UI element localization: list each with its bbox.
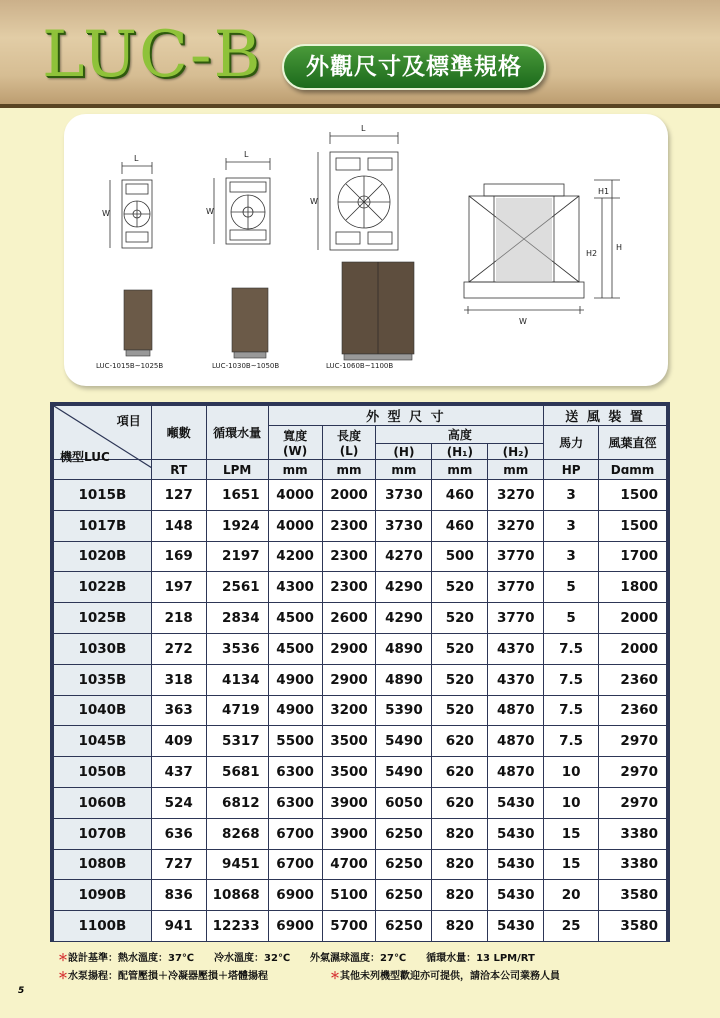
model-cell: 1070B [54, 818, 152, 849]
value-cell: 4134 [206, 664, 268, 695]
value-cell: 2900 [322, 664, 376, 695]
value-cell: 6700 [268, 849, 322, 880]
table-row [54, 757, 667, 788]
model-cell: 1035B [54, 664, 152, 695]
dim-label-h1: H1 [598, 187, 610, 196]
spec-table-frame [50, 402, 670, 942]
h2-header: (H₂) [488, 444, 544, 460]
value-cell: 318 [151, 664, 206, 695]
value-cell: 520 [432, 603, 488, 634]
value-cell: 620 [432, 757, 488, 788]
dim-label-l2: L [244, 150, 249, 159]
value-cell: 520 [432, 633, 488, 664]
value-cell: 3 [544, 541, 599, 572]
footnote-star-2: ＊ [58, 971, 68, 982]
value-cell: 3 [544, 510, 599, 541]
value-cell: 6812 [206, 787, 268, 818]
fan-header: 送 風 裝 置 [544, 406, 667, 426]
value-cell: 6250 [376, 849, 432, 880]
model-cell: 1060B [54, 787, 152, 818]
value-cell: 2360 [599, 695, 667, 726]
value-cell: 20 [544, 880, 599, 911]
value-cell: 3200 [322, 695, 376, 726]
value-cell: 8268 [206, 818, 268, 849]
value-cell: 2300 [322, 510, 376, 541]
unit-w: mm [268, 460, 322, 480]
value-cell: 4200 [268, 541, 322, 572]
value-cell: 4900 [268, 664, 322, 695]
dim-label-l3: L [361, 124, 366, 133]
unit-tons: RT [151, 460, 206, 480]
value-cell: 836 [151, 880, 206, 911]
top-view-small [110, 162, 152, 248]
top-view-medium [214, 158, 270, 244]
value-cell: 620 [432, 787, 488, 818]
value-cell: 3500 [322, 757, 376, 788]
value-cell: 2834 [206, 603, 268, 634]
value-cell: 524 [151, 787, 206, 818]
value-cell: 4370 [488, 633, 544, 664]
value-cell: 5430 [488, 880, 544, 911]
page-header [0, 0, 720, 108]
table-row [54, 880, 667, 911]
unit-l: mm [322, 460, 376, 480]
value-cell: 2197 [206, 541, 268, 572]
model-cell: 1050B [54, 757, 152, 788]
tower-perspective-small [124, 290, 152, 356]
value-cell: 9451 [206, 849, 268, 880]
unit-h2: mm [488, 460, 544, 480]
value-cell: 5700 [322, 911, 376, 942]
h1-header: (H₁) [432, 444, 488, 460]
value-cell: 4000 [268, 480, 322, 511]
technical-drawings [64, 114, 668, 386]
value-cell: 3270 [488, 480, 544, 511]
value-cell: 15 [544, 849, 599, 880]
width-sub: (W) [282, 444, 308, 458]
h-header: (H) [376, 444, 432, 460]
value-cell: 5430 [488, 787, 544, 818]
flow-header: 循環水量 [206, 406, 268, 460]
value-cell: 3770 [488, 541, 544, 572]
model-cell: 1080B [54, 849, 152, 880]
footnotes [58, 950, 560, 986]
value-cell: 3770 [488, 603, 544, 634]
value-cell: 5430 [488, 849, 544, 880]
drawings-panel [64, 114, 668, 386]
value-cell: 2970 [599, 787, 667, 818]
width-label: 寬度 [283, 429, 308, 443]
dim-label-h2: H2 [586, 249, 598, 258]
value-cell: 197 [151, 572, 206, 603]
dim-label-w3: W [310, 197, 318, 206]
value-cell: 5430 [488, 818, 544, 849]
corner-header-cell [54, 406, 152, 464]
table-row [54, 480, 667, 511]
value-cell: 4719 [206, 695, 268, 726]
value-cell: 4890 [376, 664, 432, 695]
value-cell: 6250 [376, 818, 432, 849]
value-cell: 5317 [206, 726, 268, 757]
value-cell: 5 [544, 572, 599, 603]
model-cell: 1020B [54, 541, 152, 572]
table-row [54, 726, 667, 757]
value-cell: 4300 [268, 572, 322, 603]
value-cell: 2360 [599, 664, 667, 695]
dia-header: 風葉直徑 [599, 426, 667, 460]
value-cell: 4870 [488, 695, 544, 726]
length-sub: (L) [339, 444, 359, 458]
table-row [54, 664, 667, 695]
model-cell: 1030B [54, 633, 152, 664]
page-number: 5 [18, 986, 25, 996]
table-row [54, 695, 667, 726]
model-cell: 1090B [54, 880, 152, 911]
table-row [54, 541, 667, 572]
value-cell: 3380 [599, 849, 667, 880]
value-cell: 820 [432, 818, 488, 849]
value-cell: 10 [544, 757, 599, 788]
value-cell: 820 [432, 849, 488, 880]
value-cell: 6050 [376, 787, 432, 818]
value-cell: 3 [544, 480, 599, 511]
value-cell: 363 [151, 695, 206, 726]
table-row [54, 603, 667, 634]
value-cell: 1651 [206, 480, 268, 511]
table-row [54, 818, 667, 849]
hp-header: 馬力 [544, 426, 599, 460]
value-cell: 3500 [322, 726, 376, 757]
value-cell: 520 [432, 664, 488, 695]
table-row [54, 572, 667, 603]
footnote-star-1: ＊ [58, 953, 68, 964]
tower-perspective-large [342, 262, 414, 360]
value-cell: 272 [151, 633, 206, 664]
item-label: 項目 [116, 414, 141, 428]
model-cell: 1017B [54, 510, 152, 541]
value-cell: 4290 [376, 572, 432, 603]
unit-dia: Dɑmm [599, 460, 667, 480]
value-cell: 409 [151, 726, 206, 757]
value-cell: 2300 [322, 572, 376, 603]
value-cell: 1800 [599, 572, 667, 603]
caption-medium: LUC-1030B~1050B [212, 362, 280, 370]
footnote-line-1: 設計基準：熱水溫度：37℃ 冷水溫度：32℃ 外氣濕球溫度：27℃ 循環水量：13 LPM/RT [68, 953, 535, 964]
value-cell: 5500 [268, 726, 322, 757]
unit-h: mm [376, 460, 432, 480]
value-cell: 636 [151, 818, 206, 849]
dim-label-l1: L [134, 154, 139, 163]
value-cell: 2000 [322, 480, 376, 511]
model-cell: 1015B [54, 480, 152, 511]
footnote-design-basis [58, 950, 560, 968]
value-cell: 5681 [206, 757, 268, 788]
value-cell: 10 [544, 787, 599, 818]
value-cell: 4900 [268, 695, 322, 726]
value-cell: 127 [151, 480, 206, 511]
value-cell: 3730 [376, 510, 432, 541]
tower-perspective-medium [232, 288, 268, 358]
dim-label-w1: W [102, 209, 110, 218]
value-cell: 4370 [488, 664, 544, 695]
model-cell: 1100B [54, 911, 152, 942]
value-cell: 6250 [376, 911, 432, 942]
section-title: 外觀尺寸及標準規格 [282, 44, 546, 90]
value-cell: 4290 [376, 603, 432, 634]
value-cell: 2000 [599, 633, 667, 664]
value-cell: 1500 [599, 510, 667, 541]
value-cell: 1700 [599, 541, 667, 572]
value-cell: 820 [432, 911, 488, 942]
footnote-line-2a: 水泵揚程：配管壓損＋冷凝器壓損＋塔體揚程 [68, 971, 268, 982]
value-cell: 6300 [268, 757, 322, 788]
caption-small: LUC-1015B~1025B [96, 362, 164, 370]
value-cell: 3380 [599, 818, 667, 849]
value-cell: 7.5 [544, 695, 599, 726]
value-cell: 3770 [488, 572, 544, 603]
footnote-pump [58, 968, 560, 986]
value-cell: 437 [151, 757, 206, 788]
value-cell: 6900 [268, 911, 322, 942]
value-cell: 6250 [376, 880, 432, 911]
value-cell: 7.5 [544, 664, 599, 695]
header-rule [0, 104, 720, 108]
value-cell: 2561 [206, 572, 268, 603]
value-cell: 4870 [488, 757, 544, 788]
value-cell: 2900 [322, 633, 376, 664]
value-cell: 6700 [268, 818, 322, 849]
value-cell: 2300 [322, 541, 376, 572]
unit-flow: LPM [206, 460, 268, 480]
value-cell: 5490 [376, 757, 432, 788]
value-cell: 3536 [206, 633, 268, 664]
value-cell: 7.5 [544, 726, 599, 757]
spec-table-body [54, 480, 667, 942]
unit-hp: HP [544, 460, 599, 480]
value-cell: 4500 [268, 603, 322, 634]
value-cell: 6300 [268, 787, 322, 818]
value-cell: 10868 [206, 880, 268, 911]
value-cell: 25 [544, 911, 599, 942]
value-cell: 3900 [322, 818, 376, 849]
value-cell: 7.5 [544, 633, 599, 664]
dim-label-h: H [616, 243, 623, 252]
footnote-star-3: ＊ [330, 971, 340, 982]
value-cell: 12233 [206, 911, 268, 942]
value-cell: 218 [151, 603, 206, 634]
table-row [54, 787, 667, 818]
value-cell: 3270 [488, 510, 544, 541]
model-cell: 1022B [54, 572, 152, 603]
value-cell: 2970 [599, 757, 667, 788]
value-cell: 6900 [268, 880, 322, 911]
value-cell: 520 [432, 572, 488, 603]
unit-h1: mm [432, 460, 488, 480]
model-cell: 1025B [54, 603, 152, 634]
length-label: 長度 [337, 429, 362, 443]
value-cell: 3900 [322, 787, 376, 818]
value-cell: 2970 [599, 726, 667, 757]
value-cell: 460 [432, 510, 488, 541]
table-row [54, 911, 667, 942]
model-cell: 1045B [54, 726, 152, 757]
spec-table [53, 405, 667, 942]
value-cell: 3580 [599, 911, 667, 942]
value-cell: 3730 [376, 480, 432, 511]
length-header [322, 426, 376, 460]
value-cell: 2000 [599, 603, 667, 634]
table-row [54, 849, 667, 880]
value-cell: 4270 [376, 541, 432, 572]
value-cell: 727 [151, 849, 206, 880]
series-logo: LUC-B [42, 18, 263, 92]
value-cell: 4000 [268, 510, 322, 541]
dim-label-w4: W [519, 317, 527, 326]
value-cell: 520 [432, 695, 488, 726]
value-cell: 5100 [322, 880, 376, 911]
side-view-fill [496, 198, 552, 282]
tons-header: 噸數 [151, 406, 206, 460]
value-cell: 460 [432, 480, 488, 511]
value-cell: 5 [544, 603, 599, 634]
value-cell: 5430 [488, 911, 544, 942]
value-cell: 148 [151, 510, 206, 541]
table-row [54, 510, 667, 541]
value-cell: 2600 [322, 603, 376, 634]
value-cell: 4890 [376, 633, 432, 664]
value-cell: 1924 [206, 510, 268, 541]
dim-label-w2: W [206, 207, 214, 216]
value-cell: 169 [151, 541, 206, 572]
value-cell: 500 [432, 541, 488, 572]
value-cell: 5390 [376, 695, 432, 726]
value-cell: 4870 [488, 726, 544, 757]
outer-dim-header: 外 型 尺 寸 [268, 406, 544, 426]
top-view-large [318, 132, 398, 250]
value-cell: 941 [151, 911, 206, 942]
value-cell: 5490 [376, 726, 432, 757]
value-cell: 620 [432, 726, 488, 757]
height-header: 高度 [376, 426, 544, 444]
value-cell: 15 [544, 818, 599, 849]
model-cell: 1040B [54, 695, 152, 726]
table-row [54, 633, 667, 664]
width-header [268, 426, 322, 460]
value-cell: 4700 [322, 849, 376, 880]
footnote-line-2b: 其他未列機型歡迎亦可提供，請洽本公司業務人員 [340, 971, 560, 982]
value-cell: 4500 [268, 633, 322, 664]
value-cell: 820 [432, 880, 488, 911]
model-label: 機型LUC [60, 450, 110, 464]
value-cell: 1500 [599, 480, 667, 511]
value-cell: 3580 [599, 880, 667, 911]
caption-large: LUC-1060B~1100B [326, 362, 394, 370]
